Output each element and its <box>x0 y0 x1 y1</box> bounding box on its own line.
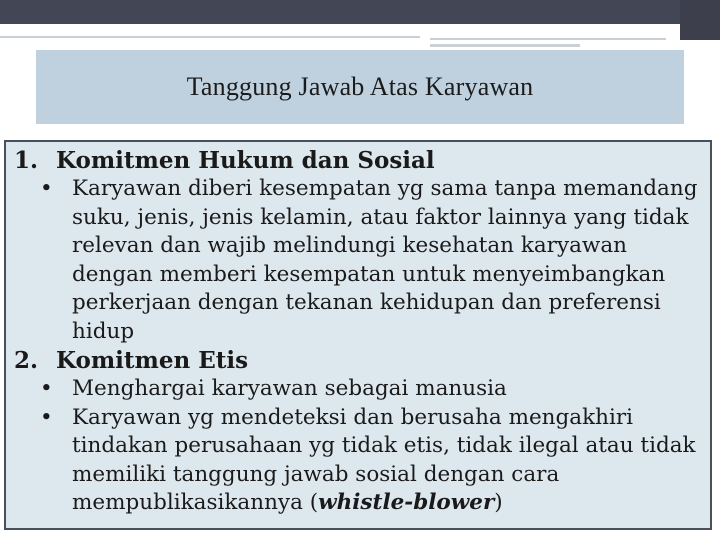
bullet-item <box>14 375 702 404</box>
slide-content <box>4 140 712 530</box>
decorative-rule <box>430 44 580 47</box>
top-bar-corner <box>680 0 720 40</box>
slide-title-box <box>36 50 684 124</box>
bullet-closing: ) <box>494 490 503 515</box>
bullet-icon: • <box>40 176 53 201</box>
decorative-rule <box>430 38 666 40</box>
bullet-item <box>14 175 702 346</box>
top-bar <box>0 0 720 24</box>
bullet-text: Menghargai karyawan sebagai manusia <box>72 376 507 401</box>
bullet-icon: • <box>40 404 53 430</box>
bullet-item <box>14 404 702 518</box>
section-heading <box>14 346 702 375</box>
section-number: 2. <box>14 347 39 374</box>
section-heading <box>14 146 702 175</box>
bullet-text: Karyawan yg mendeteksi dan berusaha mengakhiri tindakan perusahaan yg tidak etis, tidak ilegal atau tidak memiliki tanggung jawab sosial dengan cara mempublikasikannya ( <box>72 404 696 515</box>
bullet-icon: • <box>40 376 53 401</box>
bullet-text: Karyawan diberi kesempatan yg sama tanpa memandang suku, jenis, jenis kelamin, atau faktor lainnya yang tidak relevan dan wajib melindungi kesehatan karyawan dengan memberi kesempatan untuk menyeimbangkan perkerjaan dengan tekanan kehidupan dan preferensi hidup <box>72 176 698 344</box>
bullet-text-group <box>72 404 702 518</box>
section-number: 1. <box>14 147 39 174</box>
emphasis-term: whistle-blower <box>318 490 495 515</box>
section-heading-text: Komitmen Hukum dan Sosial <box>56 147 435 174</box>
decorative-rule <box>0 36 420 38</box>
section-heading-text: Komitmen Etis <box>56 347 249 374</box>
slide-title: Tanggung Jawab Atas Karyawan <box>186 72 534 101</box>
